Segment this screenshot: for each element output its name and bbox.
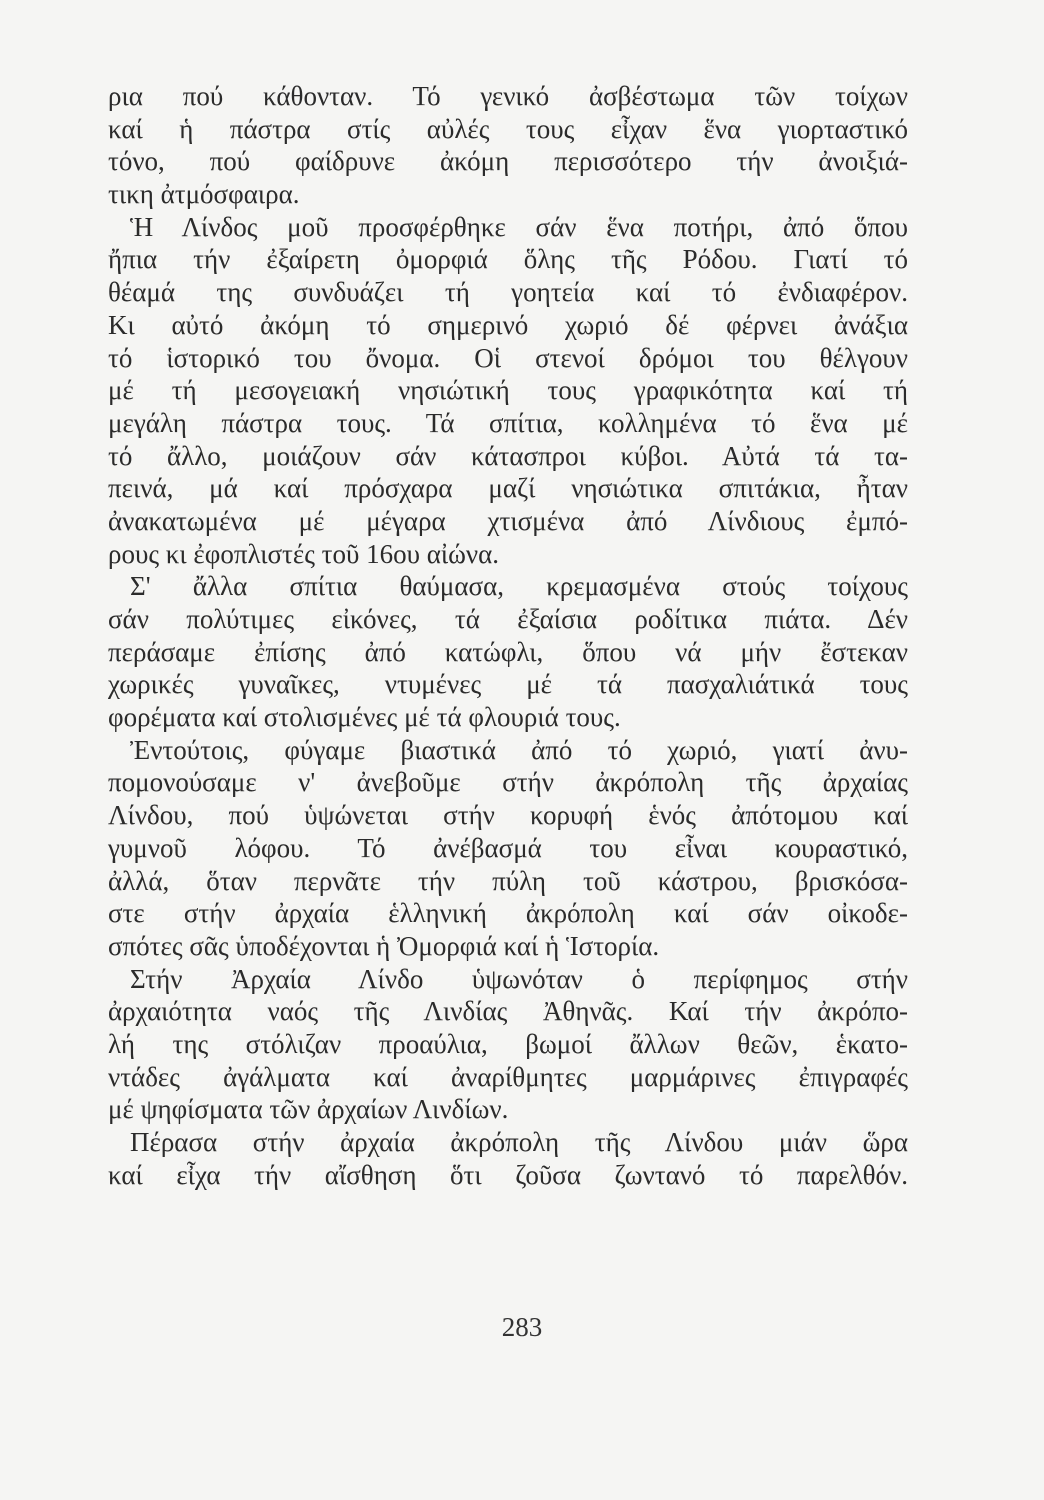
paragraph-start-line: Πέρασα στήν ἀρχαία ἀκρόπολη τῆς Λίνδου μιάν ὥρα bbox=[130, 1127, 908, 1157]
text-line: σάν πολύτιμες εἰκόνες, τά ἐξαίσια ροδίτικα πιάτα. Δέν bbox=[108, 604, 908, 634]
paragraph-start-line: Ἡ Λίνδος μοῦ προσφέρθηκε σάν ἕνα ποτήρι, ἀπό ὅπου bbox=[130, 211, 908, 242]
text-line: πεινά, μά καί πρόσχαρα μαζί νησιώτικα σπιτάκια, ἦταν bbox=[108, 473, 908, 504]
text-line: πομονούσαμε ν' ἀνεβοῦμε στήν ἀκρόπολη τῆς ἀρχαίας bbox=[108, 767, 908, 798]
text-line: λή της στόλιζαν προαύλια, βωμοί ἄλλων θεῶν, ἑκατο- bbox=[108, 1028, 908, 1059]
paragraph-start-line: Στήν Ἀρχαία Λίνδο ὑψωνόταν ὁ περίφημος στήν bbox=[130, 963, 908, 994]
text-line: Λίνδου, πού ὑψώνεται στήν κορυφή ἑνός ἀπότομου καί bbox=[108, 800, 908, 831]
text-line: καί ἡ πάστρα στίς αὐλές τους εἶχαν ἕνα γιορταστικό bbox=[108, 113, 908, 144]
text-line: τό ἱστορικό του ὄνομα. Οἱ στενοί δρόμοι του θέλγουν bbox=[108, 342, 908, 373]
text-line: μέ ψηφίσματα τῶν ἀρχαίων Λινδίων. bbox=[108, 1094, 509, 1125]
text-line: τό ἄλλο, μοιάζουν σάν κάτασπροι κύβοι. Αὐτά τά τα- bbox=[108, 440, 908, 471]
text-line: τόνο, πού φαίδρυνε ἀκόμη περισσότερο τήν ἀνοιξιά- bbox=[108, 146, 908, 177]
text-line: στε στήν ἀρχαία ἑλληνική ἀκρόπολη καί σάν οἰκοδε- bbox=[108, 898, 908, 929]
text-line: ἀρχαιότητα ναός τῆς Λινδίας Ἀθηνᾶς. Καί τήν ἀκρόπο- bbox=[108, 996, 908, 1027]
text-line: θέαμά της συνδυάζει τή γοητεία καί τό ἐνδιαφέρον. bbox=[108, 277, 908, 308]
text-line: ρους κι ἐφοπλιστές τοῦ 16ου αἰώνα. bbox=[108, 538, 500, 569]
paragraph-start-line: Σ' ἄλλα σπίτια θαύμασα, κρεμασμένα στούς τοίχους bbox=[130, 571, 908, 602]
page-number: 283 bbox=[501, 1312, 543, 1342]
text-line: χωρικές γυναῖκες, ντυμένες μέ τά πασχαλιάτικά τους bbox=[108, 669, 908, 700]
text-line: ἤπια τήν ἐξαίρετη ὀμορφιά ὅλης τῆς Ρόδου. Γιατί τό bbox=[108, 244, 908, 275]
text-line: σπότες σᾶς ὑποδέχονται ἡ Ὀμορφιά καί ἡ Ἱστορία. bbox=[108, 930, 660, 961]
paragraph-start-line: Ἐντούτοις, φύγαμε βιαστικά ἀπό τό χωριό, γιατί ἀνυ- bbox=[130, 734, 908, 765]
text-line: ἀνακατωμένα μέ μέγαρα χτισμένα ἀπό Λίνδιους ἐμπό- bbox=[108, 505, 908, 536]
text-line: μέ τή μεσογειακή νησιώτική τους γραφικότητα καί τή bbox=[108, 375, 908, 406]
text-line: γυμνοῦ λόφου. Τό ἀνέβασμά του εἶναι κουραστικό, bbox=[108, 832, 908, 863]
text-line: τικη ἀτμόσφαιρα. bbox=[108, 179, 300, 210]
text-line: περάσαμε ἐπίσης ἀπό κατώφλι, ὅπου νά μήν ἔστεκαν bbox=[108, 636, 908, 667]
text-line: ντάδες ἀγάλματα καί ἀναρίθμητες μαρμάρινες ἐπιγραφές bbox=[108, 1061, 908, 1092]
text-line: μεγάλη πάστρα τους. Τά σπίτια, κολλημένα τό ἕνα μέ bbox=[108, 407, 908, 438]
text-line: φορέματα καί στολισμένες μέ τά φλουριά τους. bbox=[108, 702, 621, 733]
text-line: Κι αὐτό ἀκόμη τό σημερινό χωριό δέ φέρνει ἀνάξια bbox=[108, 309, 908, 340]
text-line: καί εἶχα τήν αἴσθηση ὅτι ζοῦσα ζωντανό τό παρελθόν. bbox=[108, 1159, 908, 1190]
body-text bbox=[108, 80, 908, 1191]
text-line: ἀλλά, ὅταν περνᾶτε τήν πύλη τοῦ κάστρου, βρισκόσα- bbox=[108, 865, 908, 896]
text-line: ρια πού κάθονταν. Τό γενικό ἀσβέστωμα τῶν τοίχων bbox=[108, 81, 908, 111]
